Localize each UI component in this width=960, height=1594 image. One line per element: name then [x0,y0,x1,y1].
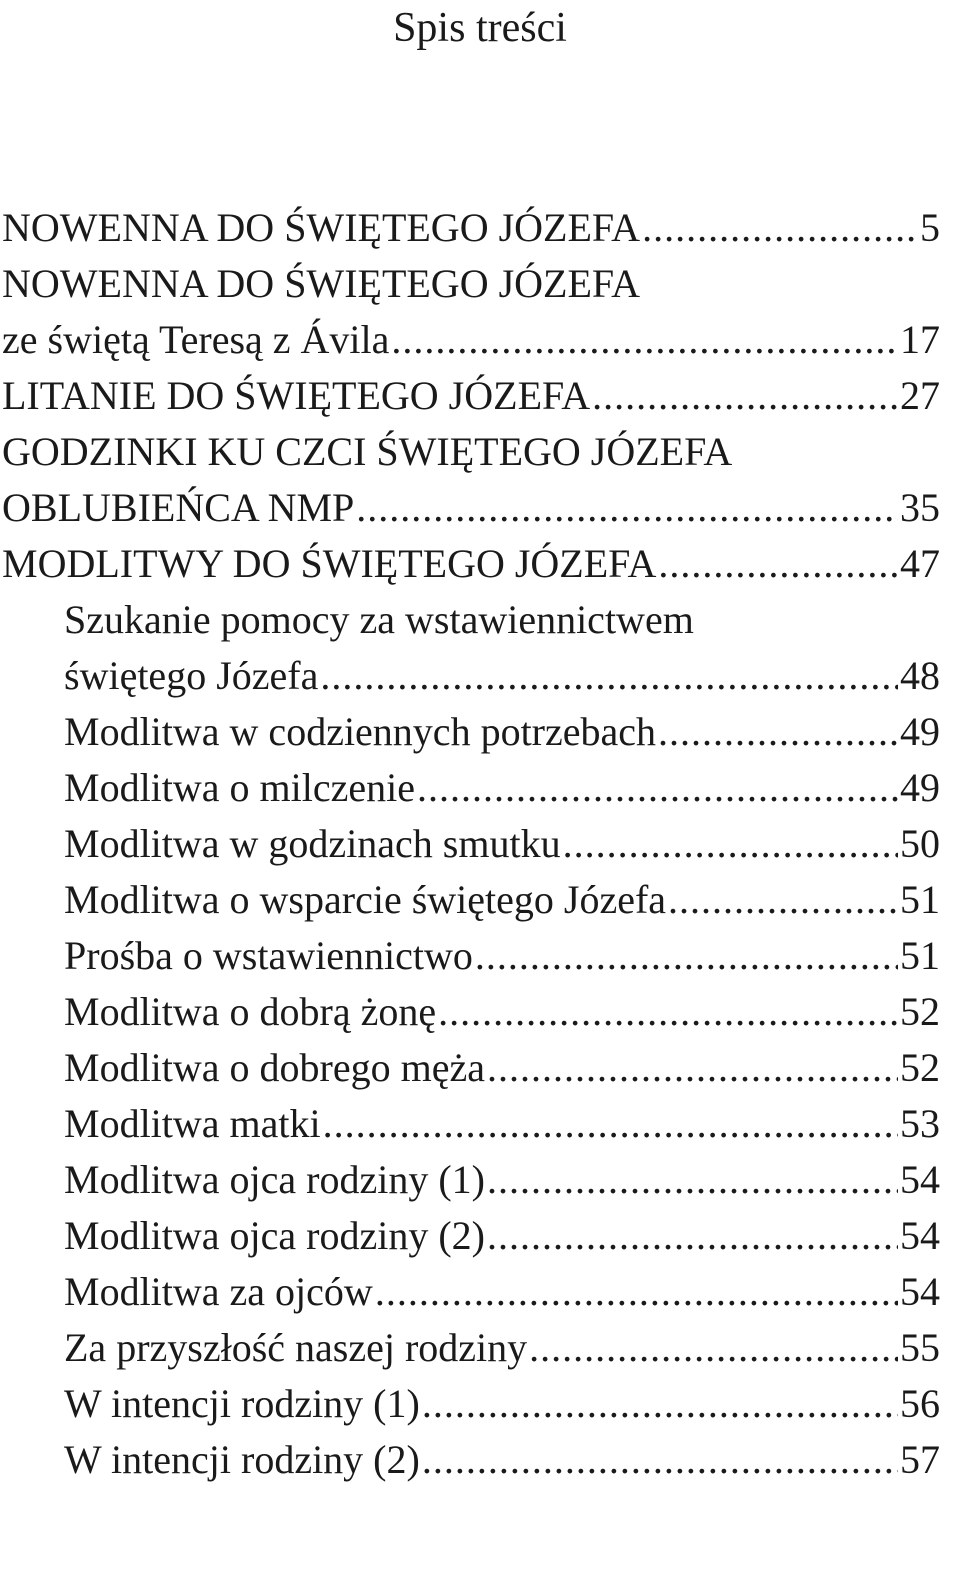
toc-subentry-label: Modlitwa o wsparcie świętego Józefa [64,877,667,922]
toc-entry[interactable] [2,312,940,368]
dot-leader [422,1432,898,1488]
toc-subentry[interactable] [64,1040,940,1096]
toc-subentry-page: 51 [900,933,940,978]
toc-subentry-label: Modlitwa o dobrego męża [64,1045,485,1090]
dot-leader [642,200,918,256]
toc-subentry-label: Szukanie pomocy za wstawiennictwem [64,597,694,642]
dot-leader [475,928,898,984]
toc-subentry-page: 49 [900,709,940,754]
toc-entry-page: 27 [900,373,940,418]
toc-entry[interactable] [2,480,940,536]
toc-entry[interactable] [2,536,940,592]
toc-entry-label: MODLITWY DO ŚWIĘTEGO JÓZEFA [2,541,657,586]
toc-subentry[interactable] [64,872,940,928]
toc-subentry-page: 57 [900,1437,940,1482]
toc-subentry-label: W intencji rodziny (2) [64,1437,420,1482]
toc-subentry[interactable] [64,1152,940,1208]
toc-entry[interactable] [2,368,940,424]
toc-subentry-label: Modlitwa o milczenie [64,765,416,810]
toc-subentry[interactable] [64,984,940,1040]
toc-entry-page: 5 [920,205,940,250]
toc-subentry-label: Modlitwa o dobrą żonę [64,989,437,1034]
dot-leader [658,704,898,760]
toc-entry-label: LITANIE DO ŚWIĘTEGO JÓZEFA [2,373,591,418]
toc-subentry-label: Modlitwa w godzinach smutku [64,821,561,866]
dot-leader [658,536,898,592]
toc-entry[interactable] [2,256,940,312]
toc-entry-label: ze świętą Teresą z Ávila [2,317,390,362]
dot-leader [563,816,898,872]
toc-subentry[interactable] [64,928,940,984]
toc-subentry[interactable] [64,648,940,704]
toc-entry-label: OBLUBIEŃCA NMP [2,485,355,530]
toc-subentry-page: 51 [900,877,940,922]
toc-subentry-label: Za przyszłość naszej rodziny [64,1325,528,1370]
toc-entry-page: 35 [900,485,940,530]
toc-subentry-page: 56 [900,1381,940,1426]
toc-subentry-label: Modlitwa za ojców [64,1269,373,1314]
toc-subentry[interactable] [64,1208,940,1264]
dot-leader [356,480,898,536]
toc-subentry-label: Modlitwa w codziennych potrzebach [64,709,657,754]
dot-leader [323,1096,898,1152]
dot-leader [438,984,898,1040]
dot-leader [422,1376,898,1432]
toc-subentry-label: Prośba o wstawiennictwo [64,933,473,978]
toc-subentry-label: Modlitwa matki [64,1101,321,1146]
dot-leader [320,648,898,704]
dot-leader [487,1152,898,1208]
toc-entry-label: NOWENNA DO ŚWIĘTEGO JÓZEFA [2,261,641,306]
toc-entry[interactable] [2,200,940,256]
toc-subentry[interactable] [64,1264,940,1320]
toc-subentry-page: 49 [900,765,940,810]
toc-subentry-label: Modlitwa ojca rodziny (1) [64,1157,485,1202]
toc-subentry-page: 55 [900,1325,940,1370]
toc-subentry[interactable] [64,1376,940,1432]
page-title: Spis treści [393,5,567,51]
toc-subentry[interactable] [64,1096,940,1152]
dot-leader [668,872,898,928]
dot-leader [487,1040,898,1096]
toc-subentry-label: W intencji rodziny (1) [64,1381,420,1426]
toc-subentry-label: świętego Józefa [64,653,319,698]
toc-subentry[interactable] [64,1432,940,1488]
toc-subentry-page: 48 [900,653,940,698]
toc-subentry-page: 53 [900,1101,940,1146]
toc-subentry[interactable] [64,816,940,872]
toc-subentry-label: Modlitwa ojca rodziny (2) [64,1213,485,1258]
toc-entry-label: GODZINKI KU CZCI ŚWIĘTEGO JÓZEFA [2,429,733,474]
dot-leader [529,1320,898,1376]
toc-entry-page: 47 [900,541,940,586]
toc-subentry-page: 54 [900,1157,940,1202]
toc-subentry-page: 50 [900,821,940,866]
toc-entry-page: 17 [900,317,940,362]
toc-subentry[interactable] [64,592,940,648]
toc-entry[interactable] [2,424,940,480]
toc-subentry-page: 54 [900,1213,940,1258]
dot-leader [391,312,898,368]
dot-leader [417,760,898,816]
toc-subentry[interactable] [64,760,940,816]
toc-subentry[interactable] [64,704,940,760]
toc-entry-label: NOWENNA DO ŚWIĘTEGO JÓZEFA [2,205,641,250]
toc-subentry-page: 52 [900,989,940,1034]
dot-leader [592,368,898,424]
dot-leader [375,1264,898,1320]
toc-subentry-page: 54 [900,1269,940,1314]
dot-leader [487,1208,898,1264]
toc-subentry-page: 52 [900,1045,940,1090]
toc-subentry[interactable] [64,1320,940,1376]
